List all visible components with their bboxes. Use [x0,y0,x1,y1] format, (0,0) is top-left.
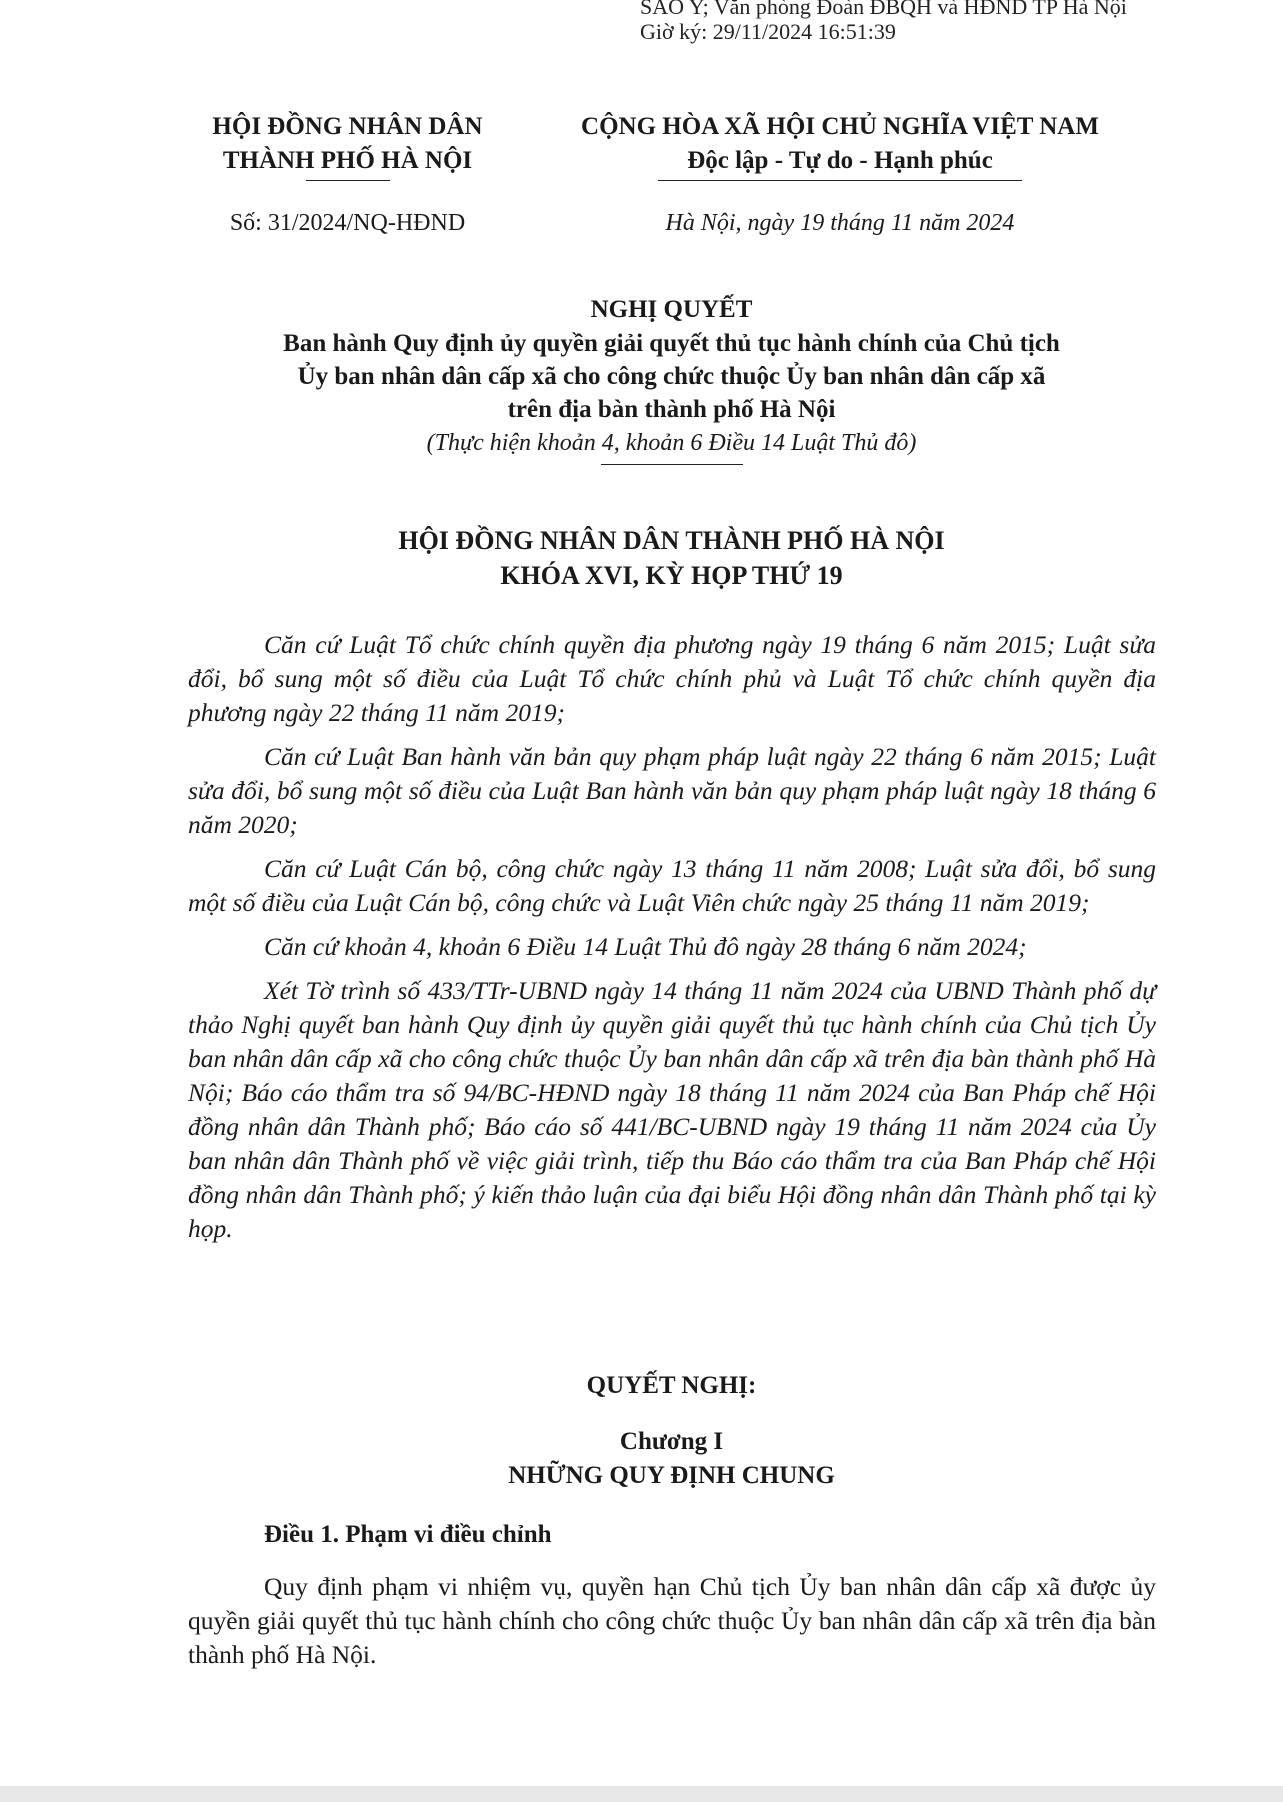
article-1-title: Điều 1. Phạm vi điều chỉnh [264,1521,552,1548]
issuer-name: HỘI ĐỒNG NHÂN DÂN [212,113,483,140]
chapter-heading [150,1425,1193,1493]
signing-time: Giờ ký: 29/11/2024 16:51:39 [640,19,896,44]
page-bottom-edge [0,1786,1283,1802]
place-and-date: Hà Nội, ngày 19 tháng 11 năm 2024 [665,210,1015,236]
preamble-paragraph: Căn cứ khoản 4, khoản 6 Điều 14 Luật Thủ đô ngày 28 tháng 6 năm 2024; [264,932,1027,961]
council-session: KHÓA XVI, KỲ HỌP THỨ 19 [500,561,843,590]
title-line-1: Ban hành Quy định ủy quyền giải quyết thủ tục hành chính của Chủ tịch [283,330,1060,357]
national-motto: Độc lập - Tự do - Hạnh phúc [687,147,993,174]
decision-heading: QUYẾT NGHỊ: [586,1372,757,1399]
title-line-2: Ủy ban nhân dân cấp xã cho công chức thuộc Ủy ban nhân dân cấp xã [297,363,1046,390]
article-1-text: Quy định phạm vi nhiệm vụ, quyền hạn Chủ tịch Ủy ban nhân dân cấp xã được ủy quyền giải quyết thủ tục hành chính cho công chức thuộc Ủy ban nhân dân cấp xã trên địa bàn thành phố Hà Nội. [188,1572,1156,1669]
document-type: NGHỊ QUYẾT [590,296,753,323]
council-heading [150,523,1193,593]
nation-name: CỘNG HÒA XÃ HỘI CHỦ NGHĨA VIỆT NAM [581,113,1099,140]
council-name: HỘI ĐỒNG NHÂN DÂN THÀNH PHỐ HÀ NỘI [398,526,945,555]
preamble-paragraph: Xét Tờ trình số 433/TTr-UBND ngày 14 tháng 11 năm 2024 của UBND Thành phố dự thảo Nghị quyết ban hành Quy định ủy quyền giải quyết thủ tục hành chính của Chủ tịch Ủy ban nhân dân cấp xã cho công chức thuộc Ủy ban nhân dân cấp xã trên địa bàn thành phố Hà Nội; Báo cáo thẩm tra số 94/BC-HĐND ngày 18 tháng 11 năm 2024 của Ban Pháp chế Hội đồng nhân dân Thành phố; Báo cáo số 441/BC-UBND ngày 19 tháng 11 năm 2024 của Ủy ban nhân dân Thành phố về việc giải trình, tiếp thu Báo cáo thẩm tra của Ban Pháp chế Hội đồng nhân dân Thành phố; ý kiến thảo luận của đại biểu Hội đồng nhân dân Thành phố tại kỳ họp. [188,976,1156,1243]
motto-underline [658,180,1022,181]
issuer-underline [306,180,390,181]
document-title [150,293,1193,465]
issuer-city: THÀNH PHỐ HÀ NỘI [222,147,473,174]
title-divider [601,464,743,465]
copy-stamp-line: SAO Y; Văn phòng Đoàn ĐBQH và HĐND TP Hà Nội [640,0,1127,19]
chapter-number: Chương I [619,1428,724,1455]
preamble-paragraph: Căn cứ Luật Cán bộ, công chức ngày 13 tháng 11 năm 2008; Luật sửa đổi, bổ sung một số điều của Luật Cán bộ, công chức và Luật Viên chức ngày 25 tháng 11 năm 2019; [188,854,1156,917]
preamble-paragraph: Căn cứ Luật Tổ chức chính quyền địa phương ngày 19 tháng 6 năm 2015; Luật sửa đổi, bổ sung một số điều của Luật Tổ chức chính phủ và Luật Tổ chức chính quyền địa phương ngày 22 tháng 11 năm 2019; [188,630,1156,727]
title-subtitle: (Thực hiện khoản 4, khoản 6 Điều 14 Luật Thủ đô) [426,430,917,456]
copy-stamp [640,0,1127,44]
document-number: Số: 31/2024/NQ-HĐND [229,210,466,236]
issuer-block [160,110,535,181]
national-motto-block [535,110,1145,181]
preamble [188,628,1156,1256]
title-line-3: trên địa bàn thành phố Hà Nội [507,396,836,423]
chapter-name: NHỮNG QUY ĐỊNH CHUNG [508,1462,835,1489]
preamble-paragraph: Căn cứ Luật Ban hành văn bản quy phạm pháp luật ngày 22 tháng 6 năm 2015; Luật sửa đổi, bổ sung một số điều của Luật Ban hành văn bản quy phạm pháp luật ngày 18 tháng 6 năm 2020; [188,742,1156,839]
